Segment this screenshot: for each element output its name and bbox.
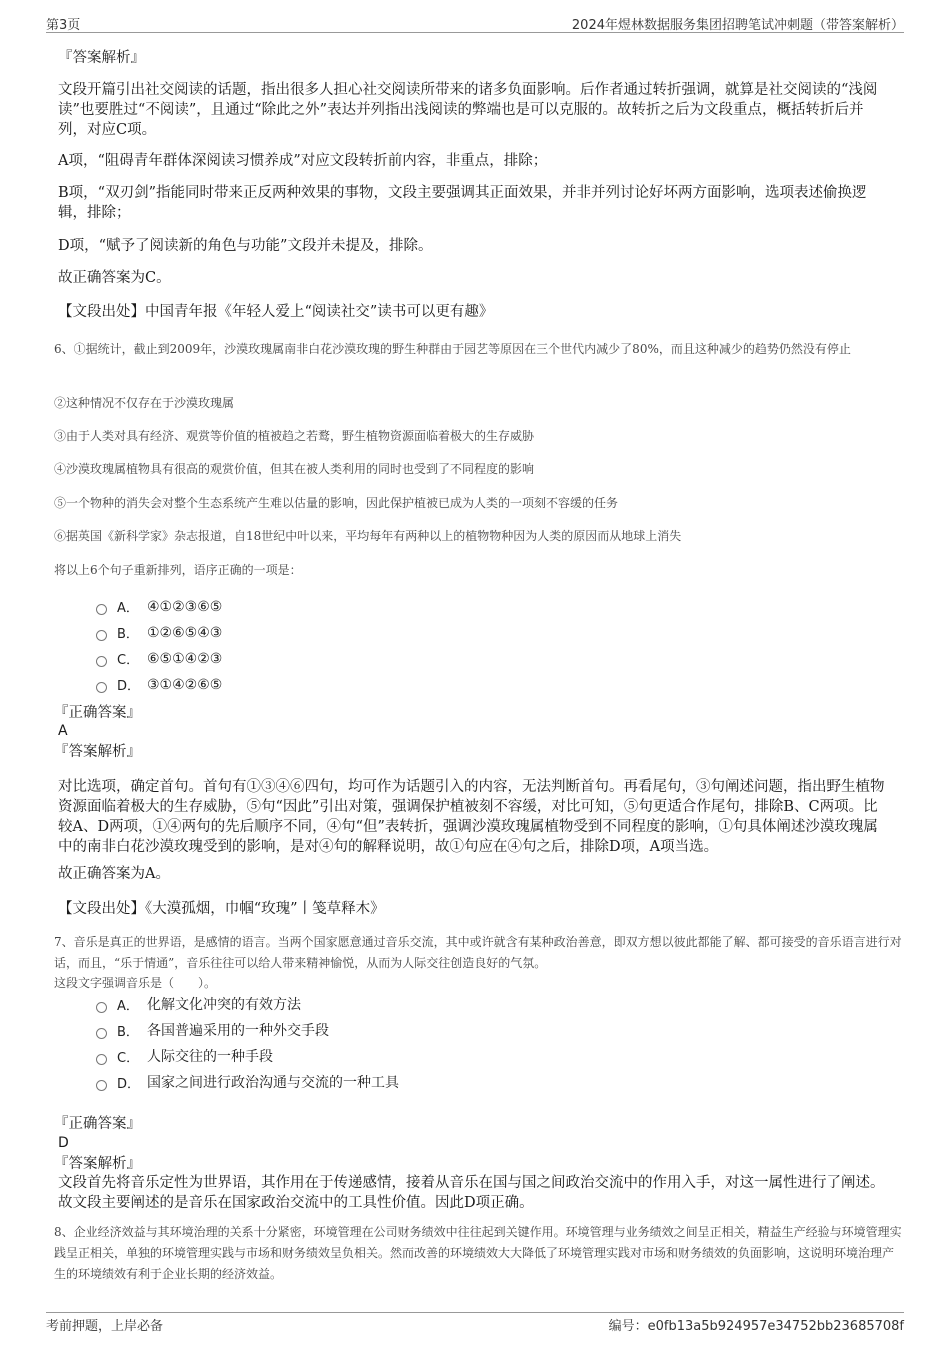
- radio-icon[interactable]: [96, 630, 107, 641]
- option-letter: A．: [117, 998, 139, 1014]
- option-text: 各国普遍采用的一种外交手段: [147, 1023, 329, 1039]
- footer-slogan: 考前押题，上岸必备: [46, 1319, 164, 1334]
- q6-conclusion: 故正确答案为A。: [58, 866, 170, 882]
- q6-option-c[interactable]: [96, 649, 222, 668]
- analysis-note-b: B项，“双刃剑”指能同时带来正反两种效果的事物，文段主要强调其正面效果，并非并列讨论好坏两方面影响，选项表述偷换逻辑，排除；: [58, 185, 867, 221]
- q7-stem: 7、音乐是真正的世界语，是感情的语言。当两个国家愿意通过音乐交流，其中或许就含有某种政治善意，即双方想以彼此都能了解、都可接受的音乐语言进行对话，而且，“乐于情通”，音乐往往可以给人带来精神愉悦，从而为人际交往创造良好的气氛。: [54, 935, 902, 970]
- radio-icon[interactable]: [96, 1054, 107, 1065]
- radio-icon[interactable]: [96, 1080, 107, 1091]
- q6-source: 【文段出处】《大漠孤烟，巾帼“玫瑰”丨笺草释木》: [58, 901, 385, 917]
- radio-icon[interactable]: [96, 682, 107, 693]
- footer-divider: [46, 1312, 904, 1313]
- option-letter: A．: [117, 601, 139, 616]
- option-letter: D．: [117, 679, 141, 694]
- option-letter: C．: [117, 653, 140, 668]
- q6-sentence-1: 6、①据统计，截止到2009年，沙漠玫瑰属南非白花沙漠玫瑰的野生种群由于园艺等原因在三个世代内减少了80%，而且这种减少的趋势仍然没有停止: [54, 342, 851, 356]
- page-number: 第3页: [46, 18, 81, 33]
- analysis-note-d: D项，“赋予了阅读新的角色与功能”文段并未提及，排除。: [58, 238, 433, 254]
- q7-option-c[interactable]: [96, 1046, 273, 1066]
- option-text: 化解文化冲突的有效方法: [147, 997, 301, 1013]
- analysis-label: 『答案解析』: [58, 50, 145, 66]
- radio-icon[interactable]: [96, 1028, 107, 1039]
- q6-sentence-6: ⑥据英国《新科学家》杂志报道，自18世纪中叶以来，平均每年有两种以上的植物物种因为人类的原因而从地球上消失: [54, 529, 682, 543]
- q7-option-d[interactable]: [96, 1072, 399, 1092]
- option-text: ①②⑥⑤④③: [147, 624, 223, 641]
- option-text: ⑥⑤①④②③: [147, 650, 223, 667]
- q6-sentence-5: ⑤一个物种的消失会对整个生态系统产生难以估量的影响，因此保护植被已成为人类的一项刻不容缓的任务: [54, 496, 619, 510]
- footer-code: [609, 1315, 904, 1334]
- q6-option-a[interactable]: [96, 597, 222, 616]
- q6-analysis-text: 对比选项，确定首句。首句有①③④⑥四句，均可作为话题引入的内容，无法判断首句。再看尾句，③句阐述问题，指出野生植物资源面临着极大的生存威胁，⑤句“因此”引出对策，强调保护植被刻不容缓，对比可知，⑤句更适合作尾句，排除B、C两项。比较A、D两项，①④两句的先后顺序不同，④句“但”表转折，强调沙漠玫瑰属植物受到不同程度的影响，①句具体阐述沙漠玫瑰属中的南非白花沙漠玫瑰受到的影响，是对④句的解释说明，故①句应在④句之后，排除D项，A项当选。: [58, 779, 885, 855]
- document-title: 2024年煜林数据服务集团招聘笔试冲刺题（带答案解析）: [571, 18, 904, 33]
- q6-correct-label: 『正确答案』: [54, 705, 141, 721]
- option-letter: B．: [117, 627, 139, 642]
- source-citation: 【文段出处】中国青年报《年轻人爱上“阅读社交”读书可以更有趣》: [58, 304, 494, 320]
- q6-option-b[interactable]: [96, 623, 222, 642]
- q7-analysis-label: 『答案解析』: [54, 1156, 141, 1172]
- radio-icon[interactable]: [96, 656, 107, 667]
- analysis-note-a: A项，“阻碍青年群体深阅读习惯养成”对应文段转折前内容，非重点，排除；: [58, 153, 548, 169]
- q7-correct-answer: D: [58, 1135, 69, 1151]
- answer-conclusion: 故正确答案为C。: [58, 270, 171, 286]
- option-text: ④①②③⑥⑤: [147, 598, 223, 615]
- option-letter: D．: [117, 1076, 141, 1092]
- option-text: 国家之间进行政治沟通与交流的一种工具: [147, 1075, 399, 1091]
- q6-sentence-2: ②这种情况不仅存在于沙漠玫瑰属: [54, 396, 235, 410]
- q7-option-b[interactable]: [96, 1020, 329, 1040]
- option-text: ③①④②⑥⑤: [147, 676, 223, 693]
- q7-correct-label: 『正确答案』: [54, 1116, 141, 1132]
- q7-option-a[interactable]: [96, 994, 301, 1014]
- q8-stem: 8、企业经济效益与其环境治理的关系十分紧密，环境管理在公司财务绩效中往往起到关键作用。环境管理与业务绩效之间呈正相关，精益生产经验与环境管理实践呈正相关，单独的环境管理实践与市场和财务绩效呈负相关。然而改善的环境绩效大大降低了环境管理实践对市场和财务绩效的负面影响，这说明环境治理产生的环境绩效有利于企业长期的经济效益。: [54, 1225, 902, 1281]
- header-divider: [46, 32, 904, 33]
- q6-sentence-4: ④沙漠玫瑰属植物具有很高的观赏价值，但其在被人类利用的同时也受到了不同程度的影响: [54, 462, 535, 476]
- analysis-text: 文段开篇引出社交阅读的话题，指出很多人担心社交阅读所带来的诸多负面影响。后作者通过转折强调，就算是社交阅读的“浅阅读”也要胜过“不阅读”，且通过“除此之外”表达并列指出浅阅读的弊端也是可以克服的。故转折之后为文段重点，概括转折后并列，对应C项。: [58, 82, 878, 138]
- q7-analysis-text: 文段首先将音乐定性为世界语，其作用在于传递感情，接着从音乐在国与国之间政治交流中的作用入手，对这一属性进行了阐述。故文段主要阐述的是音乐在国家政治交流中的工具性价值。因此D项正确。: [58, 1175, 885, 1211]
- footer-code-value: e0fb13a5b924957e34752bb23685708f: [647, 1319, 904, 1334]
- option-letter: C．: [117, 1050, 140, 1066]
- q6-analysis-label: 『答案解析』: [54, 744, 141, 760]
- option-letter: B．: [117, 1024, 139, 1040]
- q6-prompt: 将以上6个句子重新排列，语序正确的一项是：: [54, 563, 302, 577]
- option-text: 人际交往的一种手段: [147, 1049, 273, 1065]
- footer-code-label: 编号：: [608, 1319, 648, 1334]
- q6-sentence-3: ③由于人类对具有经济、观赏等价值的植被趋之若鹜，野生植物资源面临着极大的生存威胁: [54, 429, 535, 443]
- radio-icon[interactable]: [96, 1002, 107, 1013]
- q6-option-d[interactable]: [96, 675, 222, 694]
- q6-correct-answer: A: [58, 723, 68, 739]
- q7-prompt: 这段文字强调音乐是（ ）。: [54, 976, 217, 990]
- radio-icon[interactable]: [96, 604, 107, 615]
